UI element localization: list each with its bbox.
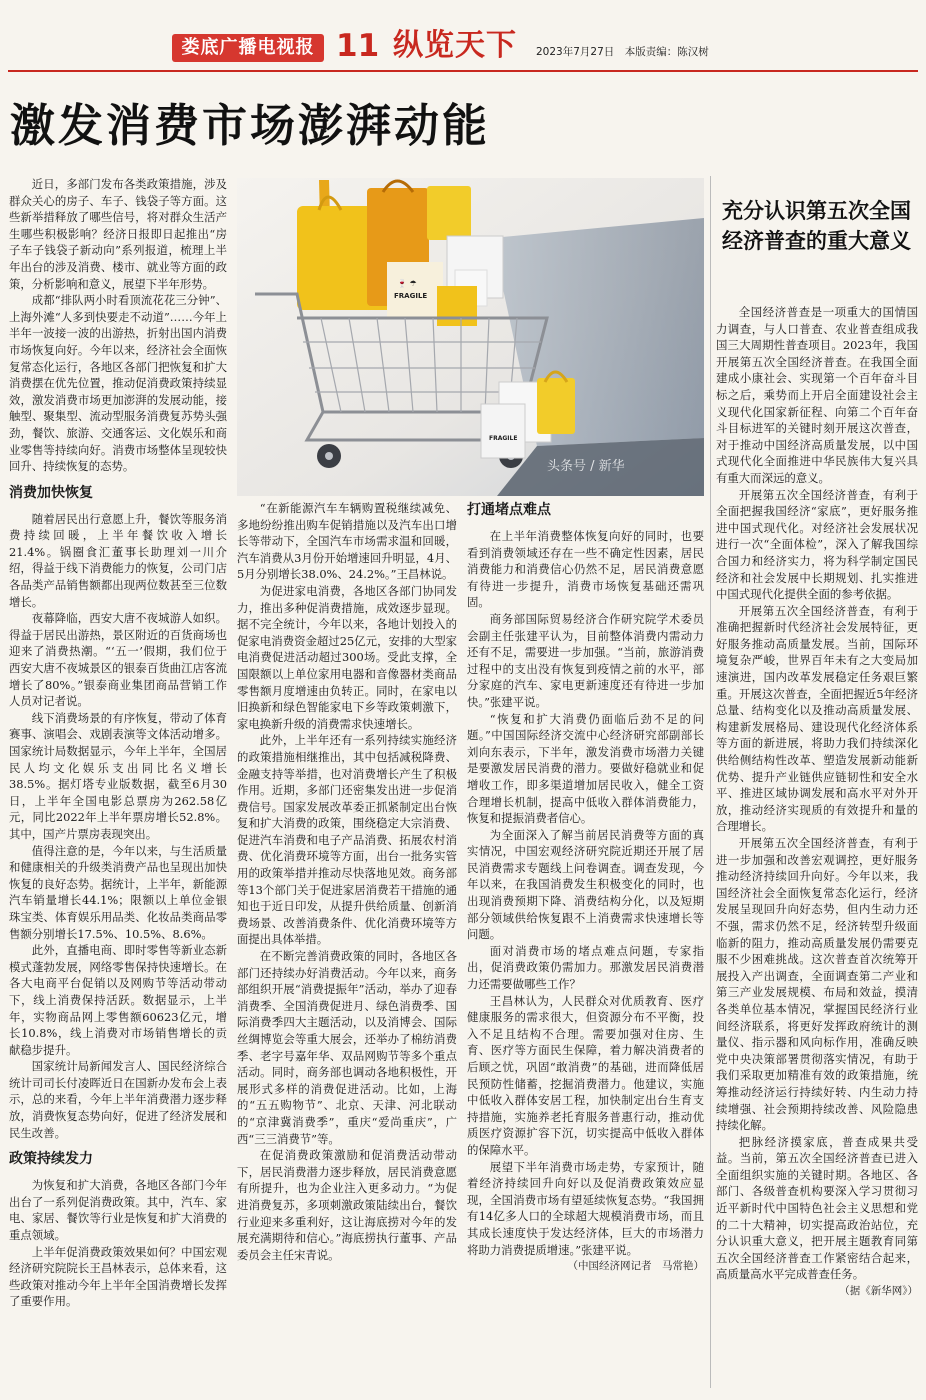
body-paragraph: 为全面深入了解当前居民消费等方面的真实情况，中国宏观经济研究院近期还开展了居民消费需求专题线上问卷调查。调查发现，今年以来，在我国消费发生积极变化的同时，也出现消费预期下降、消费结构分化，以及短期部分领域供给恢复跟不上消费需求快速增长等问题。 bbox=[467, 827, 704, 942]
section-title: 纵览天下 bbox=[393, 28, 517, 63]
body-paragraph: 在不断完善消费政策的同时，各地区各部门还持续办好消费活动。今年以来，商务部组织开展“消费提振年”活动，举办了迎春消费季、全国消费促进月、绿色消费季、国际消费季四大主题活动，以及消博会、国际丝绸博览会等重大展会，还举办了棉纺消费季、老字号嘉年华、双品网购节等多个重点活动。同时，商务部也调动各地积极性，开展形式多样的消费促进活动。比如，上海的“五五购物节”、北京、天津、河北联动的“京津冀消费季”，重庆“爱尚重庆”，广西“三三消费节”等。 bbox=[237, 949, 457, 1146]
body-paragraph: 国家统计局新闻发言人、国民经济综合统计司司长付凌晖近日在国新办发布会上表示，总的来看，今年上半年消费潜力逐步释放，消费恢复态势向好，促进了经济发展和民生改善。 bbox=[9, 1059, 227, 1140]
body-paragraph: 夜幕降临，西安大唐不夜城游人如织。得益于居民出游热，景区附近的百货商场也迎来了消费热潮。“‘五一’假期，我们位于西安大唐不夜城景区的银泰百货曲江店客流增长了80%。”银泰商业集团商品营销工作人员对记者说。 bbox=[9, 611, 227, 709]
masthead bbox=[0, 0, 926, 72]
header-divider bbox=[8, 70, 918, 72]
body-paragraph: 为促进家电消费，各地区各部门协同发力，推出多种促消费措施，成效逐步显现。据不完全统计，今年以来，各地计划投入的促家电消费资金超过25亿元，安排的大型家电消费促进活动超过300场。受此支撑，全国限额以上单位家用电器和音像器材类商品零售额月度增速由负转正。同时，在家电以旧换新和绿色智能家电下乡等政策刺激下，家电换新升级的消费需求快速增长。 bbox=[237, 583, 457, 731]
body-paragraph: 为恢复和扩大消费，各地区各部门今年出台了一系列促消费政策。其中，汽车、家电、家居、餐饮等行业是恢复和扩大消费的重点领域。 bbox=[9, 1178, 227, 1243]
article-column-3 bbox=[467, 500, 704, 1275]
sidebar-paragraph: 开展第五次全国经济普查，有利于全面把握我国经济“家底”，更好服务推进中国式现代化。对经济社会发展状况进行一次“全面体检”，深入了解我国综合国力和经济实力，将为科学制定国民经济和社会发展中长期规划、扎实推进中国式现代化提供全面的参考依据。 bbox=[716, 487, 918, 602]
subheading-clear-bottlenecks: 打通堵点难点 bbox=[467, 502, 551, 518]
body-paragraph: 值得注意的是，今年以来，与生活质量和健康相关的升级类消费产品也呈现出加快恢复的良好态势。据统计，上半年，新能源汽车销量增长44.1%；限额以上单位金银珠宝类、体育娱乐用品类、化妆品类商品零售额分别增长17.5%、10.5%、8.6%。 bbox=[9, 843, 227, 941]
photo-watermark: 头条号 / 新华 bbox=[547, 459, 625, 474]
fragile-label-2: FRAGILE bbox=[489, 435, 518, 442]
article-column-2 bbox=[237, 500, 457, 1263]
body-paragraph: 上半年促消费政策效果如何？中国宏观经济研究院院长王昌林表示，总体来看，这些政策对推动今年上半年全国消费增长发挥了重要作用。 bbox=[9, 1244, 227, 1309]
dateline: 2023年7月27日 本版责编：陈汉树 bbox=[536, 46, 709, 58]
sidebar-source: （据《新华网》） bbox=[839, 1285, 918, 1298]
sidebar-divider bbox=[710, 176, 711, 1388]
page-number: 11 bbox=[336, 28, 380, 64]
body-paragraph: 此外，直播电商、即时零售等新业态新模式蓬勃发展，网络零售保持快速增长。在各大电商平台促销以及网购节等活动带动下，线上消费保持活跃。数据显示，上半年，实物商品网上零售额60623亿元，增长10.8%，线上消费对市场销售增长的贡献稳步提升。 bbox=[9, 943, 227, 1057]
sidebar-column bbox=[716, 304, 918, 1300]
body-paragraph: 在促消费政策激励和促消费活动带动下，居民消费潜力逐步释放，居民消费意愿有所提升，也为企业注入更多动力。“为促进消费复苏，多项刺激政策陆续出台，餐饮行业迎来多重利好，这让海底捞对今年的发展充满期待和信心。”海底捞执行董事、产品委员会主任宋青说。 bbox=[237, 1148, 457, 1262]
newspaper-brand-logo: 娄底广播电视报 bbox=[172, 34, 324, 62]
body-paragraph: 面对消费市场的堵点难点问题，专家指出，促消费政策仍需加力。那激发居民消费潜力还需要做哪些工作？ bbox=[467, 943, 704, 992]
article-byline: （中国经济网记者 马常艳） bbox=[567, 1260, 704, 1273]
body-paragraph: 在上半年消费整体恢复向好的同时，也要看到消费领域还存在一些不确定性因素，居民消费能力和消费信心仍然不足，居民消费意愿有待进一步提升，消费市场恢复基础还需巩固。 bbox=[467, 529, 704, 610]
body-paragraph: 此外，上半年还有一系列持续实施经济的政策措施相继推出，其中包括减税降费、金融支持等举措，也对消费增长产生了积极作用。近期，多部门还密集发出进一步促消费信号。国家发展改革委正抓紧制定出台恢复和扩大消费的政策，围绕稳定大宗消费、促进汽车消费和电子产品消费、拓展农村消费、优化消费环境等方面，出台一批务实管用的政策举措并推动尽快落地见效。商务部等13个部门关于促进家居消费若干措施的通知也于近日印发，从提升供给质量、创新消费场景、改善消费条件、优化消费环境等方面提出具体举措。 bbox=[237, 733, 457, 947]
sidebar-paragraph: 开展第五次全国经济普查，有利于进一步加强和改善宏观调控，更好服务推动经济持续回升向好。今年以来，我国经济社会全面恢复常态化运行，经济发展呈现回升向好态势，但内生动力还不强，需求仍然不足，经济转型升级面临新的阻力，推动高质量发展仍需要克服不少困难挑战。这次普查首次统筹开展投入产出调查，全面调查第二产业和第三产业发展规模、布局和效益，摸清各类单位基本情况，掌握国民经济行业间经济联系，将更好发挥政府统计的测量仪、指示器和风向标作用，准确反映党中央决策部署贯彻落实情况，有助于我们采取更加精准有效的政策措施，统筹推动经济运行持续好转、内生动力持续增强、社会预期持续改善、风险隐患持续化解。 bbox=[716, 836, 918, 1133]
subheading-policy-effort: 政策持续发力 bbox=[9, 1151, 93, 1168]
sidebar-paragraph: 开展第五次全国经济普查，有利于准确把握新时代经济社会发展特征，更好服务推动高质量发展。当前，国际环境复杂严峻，世界百年未有之大变局加速演进，国内改革发展稳定任务艰巨繁重。开展这次普查，全面把握近5年经济总量、结构变化以及推动高质量发展、构建新发展格局、建设现代化经济体系等方面的新进展，将助力我们持续深化供给侧结构性改革、塑造发展新动能新优势、提升产业链供应链韧性和安全水平、推进区域协调发展和高水平对外开放，推动经济实现质的有效提升和量的合理增长。 bbox=[716, 603, 918, 834]
sidebar-paragraph: 全国经济普查是一项重大的国情国力调查，与人口普查、农业普查组成我国三大周期性普查项目。2023年，我国开展第五次全国经济普查。在我国全面建成小康社会、实现第一个百年奋斗目标之后，乘势而上开启全面建设社会主义现代化国家新征程、向第二个百年奋斗目标进军的关键时刻开展这次普查，对于推动中国经济高质量发展，以中国式现代化全面推进中华民族伟大复兴具有重大而深远的意义。 bbox=[716, 305, 918, 485]
shopping-cart-photo bbox=[237, 178, 704, 496]
article-column-1 bbox=[9, 176, 227, 1310]
sidebar-paragraph: 把脉经济摸家底，普查成果共受益。当前，第五次全国经济普查已进入全面组织实施的关键时期。各地区、各部门、各级普查机构要深入学习贯彻习近平新时代中国特色社会主义思想和党的二十大精神，切实提高政治站位，充分认识重大意义，把开展主题教育同第五次全国经济普查工作紧密结合起来，高质量高水平完成普查任务。 bbox=[716, 1134, 918, 1282]
body-paragraph: “恢复和扩大消费仍面临后劲不足的问题。”中国国际经济交流中心经济研究部副部长刘向东表示，下半年，激发消费市场潜力关键是要激发居民消费的潜力。要做好稳就业和促增收工作，即多渠道增加居民收入，健全工资合理增长机制，提高中低收入群体消费能力，恢复和提振消费者信心。 bbox=[467, 711, 704, 826]
body-paragraph: 商务部国际贸易经济合作研究院学术委员会副主任张建平认为，目前整体消费内需动力还有不足，需要进一步加强。“当前，旅游消费过程中的支出没有恢复到疫情之前的水平，部分家庭的汽车、家电更新速度还有待进一步加快。”张建平说。 bbox=[467, 611, 704, 709]
body-paragraph: 展望下半年消费市场走势，专家预计，随着经济持续回升向好以及促消费政策效应显现，全国消费市场有望延续恢复态势。“我国拥有14亿多人口的全球超大规模消费市场，而且其成长速度快于发达经济体，巨大的市场潜力将助力消费提质增速。”张建平说。 bbox=[467, 1159, 704, 1257]
body-paragraph: 线下消费场景的有序恢复，带动了体育赛事、演唱会、戏剧表演等文体活动增多。国家统计局数据显示，今年上半年，全国居民人均文化娱乐支出同比名义增长38.5%。据灯塔专业版数据，截至6月30日，上半年全国电影总票房为262.58亿元，同比2022年上半年票房增长52.8%。其中，国产片票房表现突出。 bbox=[9, 710, 227, 841]
body-paragraph: 随着居民出行意愿上升，餐饮等服务消费持续回暖，上半年餐饮收入增长21.4%。锅圈食汇董事长助理刘一川介绍，得益于线下消费能力的恢复，公司门店各品类产品销售额都出现两位数甚至三位数增长。 bbox=[9, 511, 227, 609]
body-paragraph: “在新能源汽车车辆购置税继续减免、多地纷纷推出购车促销措施以及汽车出口增长等带动下，全国汽车市场需求温和回暖，汽车消费从3月份开始增速回升明显，4月、5月分别增长38.0%、24.2%。”王昌林说。 bbox=[237, 501, 457, 582]
intro-paragraph: 近日，多部门发布各类政策措施，涉及群众关心的房子、车子、钱袋子等方面。这些新举措释放了哪些信号，将对群众生活产生哪些积极影响？经济日报即日起推出“房子车子钱袋子新动向”系列报道，梳理上半年出台的涉及消费、楼市、就业等方面的政策，分析影响和意义，展望下半年形势。 bbox=[9, 177, 227, 291]
intro-paragraph: 成都“排队两小时看顶流花花三分钟”、上海外滩“人多到快要走不动道”……今年上半年一波接一波的出游热，折射出国内消费市场恢复向好。今年以来，经济社会全面恢复常态化运行，各地区各部门把恢复和扩大消费摆在优先位置，推动促消费政策持续显效，激发消费市场更加澎湃的发展动能，接触型、聚集型、流动型服务消费复苏势头强劲，餐饮、旅游、交通客运、文化娱乐和商业零售等持续向好。消费市场整体呈现较快回升、持续恢复的态势。 bbox=[9, 293, 227, 474]
main-headline: 激发消费市场澎湃动能 bbox=[10, 99, 491, 152]
sidebar-headline: 充分认识第五次全国经济普查的重大意义 bbox=[722, 199, 911, 253]
body-paragraph: 王昌林认为，人民群众对优质教育、医疗健康服务的需求很大，但资源分布不平衡，投入不足且结构不合理。需要加强对住房、生育、医疗等方面民生保障，着力解决消费者的后顾之忧，巩固“敢消费”的基础，进而降低居民预防性储蓄，挖掘消费潜力。他建议，实施中低收入群体安居工程，加快制定出台生育支持措施，实施养老托育服务普惠行动，推动优质医疗资源扩容下沉，切实提高中低收入群体的保障水平。 bbox=[467, 993, 704, 1157]
subheading-consumption-recovery: 消费加快恢复 bbox=[9, 484, 93, 501]
svg-text:🍷 ☂: 🍷 ☂ bbox=[397, 279, 417, 288]
fragile-label-1: FRAGILE bbox=[394, 292, 428, 300]
shopping-cart-illustration bbox=[237, 178, 704, 496]
